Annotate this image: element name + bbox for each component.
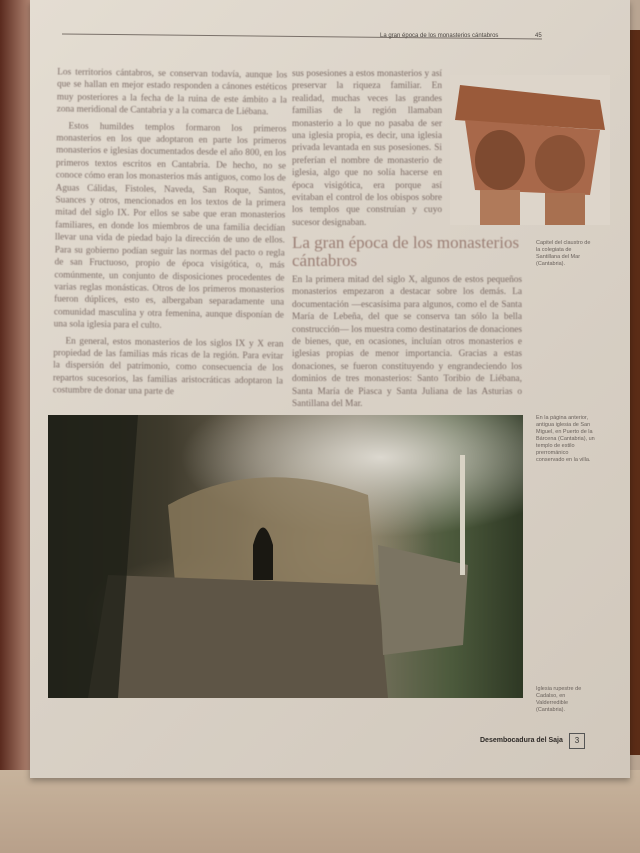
capital-photo (450, 75, 610, 225)
left-column (53, 66, 288, 400)
running-head: La gran época de los monasterios cántabros (380, 33, 499, 39)
paragraph: Estos humildes templos formaron los primeros monasterios en los que adoptaron en parte los primeros monasterios e iglesias documentados desde el año 800, en los primeros textos escritos en Cantabria. De hecho, no se conoce cómo eran los monasterios más antiguos, como los de Aguas Cálidas, Fistoles, Naveda, San Roque, Santos, Suances y otros, mencionados en los textos de la primera mitad del siglo IX. Por ellos se sabe que eran monasterios familiares, en donde los miembros de una familia decidían llevar una vida de piedad bajo la dirección de uno de ellos. Para su gobierno podían seguir las normas del pacto o regla de san Fructuoso, propio de época visigótica, o, más comúnmente, un conjunto de disposiciones procedentes de varias reglas monásticas. Otros de los primeros monasterios fueron dúplices, esto es, albergaban separadamente una comunidad masculina y otra femenina, aunque disponían de una sola iglesia para el culto. (53, 121, 287, 332)
right-column-section (292, 274, 522, 410)
paragraph: Los territorios cántabros, se conservan todavía, aunque los que se hallan en mejor estado responden a cánones estéticos muy posteriores a la fecha de la ruina de este ámbito a la zona meridional de Cantabria y a la comarca de Liébana. (56, 67, 288, 118)
page-number-top: 45 (535, 33, 542, 39)
caption-photo-bottom: Iglesia rupestre de Cadalso, en Valderredible (Cantabria). (536, 686, 582, 713)
caption-photo-top: En la página anterior, antigua iglesia de San Miguel, en Puerto de la Bárcena (Cantabria), un templo de estilo prerrománico conservado en la villa. (536, 415, 595, 463)
church-illustration (48, 415, 523, 698)
section-heading: La gran época de los monasterios cántabros (292, 233, 520, 270)
paragraph: En la primera mitad del siglo X, algunos de estos pequeños monasterios empezaron a destacar sobre los demás. La documentación —escasísima para algunos, como el de Santa María de Lebeña, del que se conserva tan sólo la bella construcción— los muestra como destinatarios de donaciones de bienes, que, en ocasiones, incluían otros monasterios e iglesias propias de menor importancia. Gracias a estas donaciones, se fueron constituyendo y engrandeciendo los dominios de tres monasterios: Santo Toribio de Liébana, Santa María de Piasca y Santa Juliana de las Asturias o Santillana del Mar. (292, 275, 522, 410)
right-column-top (292, 68, 442, 229)
paragraph: sus posesiones a estos monasterios y así preservar la riqueza familiar. En realidad, muchas veces las grandes familias de la región llamaban monasterio a lo que no pasaba de ser una iglesia propia, es decir, una iglesia privada levantada en sus posesiones. Si preferían el nombre de monasterio de iglesia, algo que no solía hacerse en época visigótica, era porque así evitaban el control de los obispos sobre los templos que construían y cuyo sucesor designaban. (292, 69, 442, 228)
footer-label: Desembocadura del Saja (480, 737, 563, 744)
caption-capital: Capitel del claustro de la colegiata de Santillana del Mar (Cantabria). (536, 240, 591, 267)
table-surface (0, 770, 640, 853)
paragraph: En general, estos monasterios de los siglos IX y X eran propiedad de las familias más ricas de la región. Para evitar la dispersión del patrimonio, como consecuencia de los repartos sucesorios, las familias aristocráticas adoptaron la costumbre de donar una parte de (52, 336, 284, 398)
footer-page-number: 3 (569, 733, 585, 749)
church-photo (48, 415, 523, 698)
